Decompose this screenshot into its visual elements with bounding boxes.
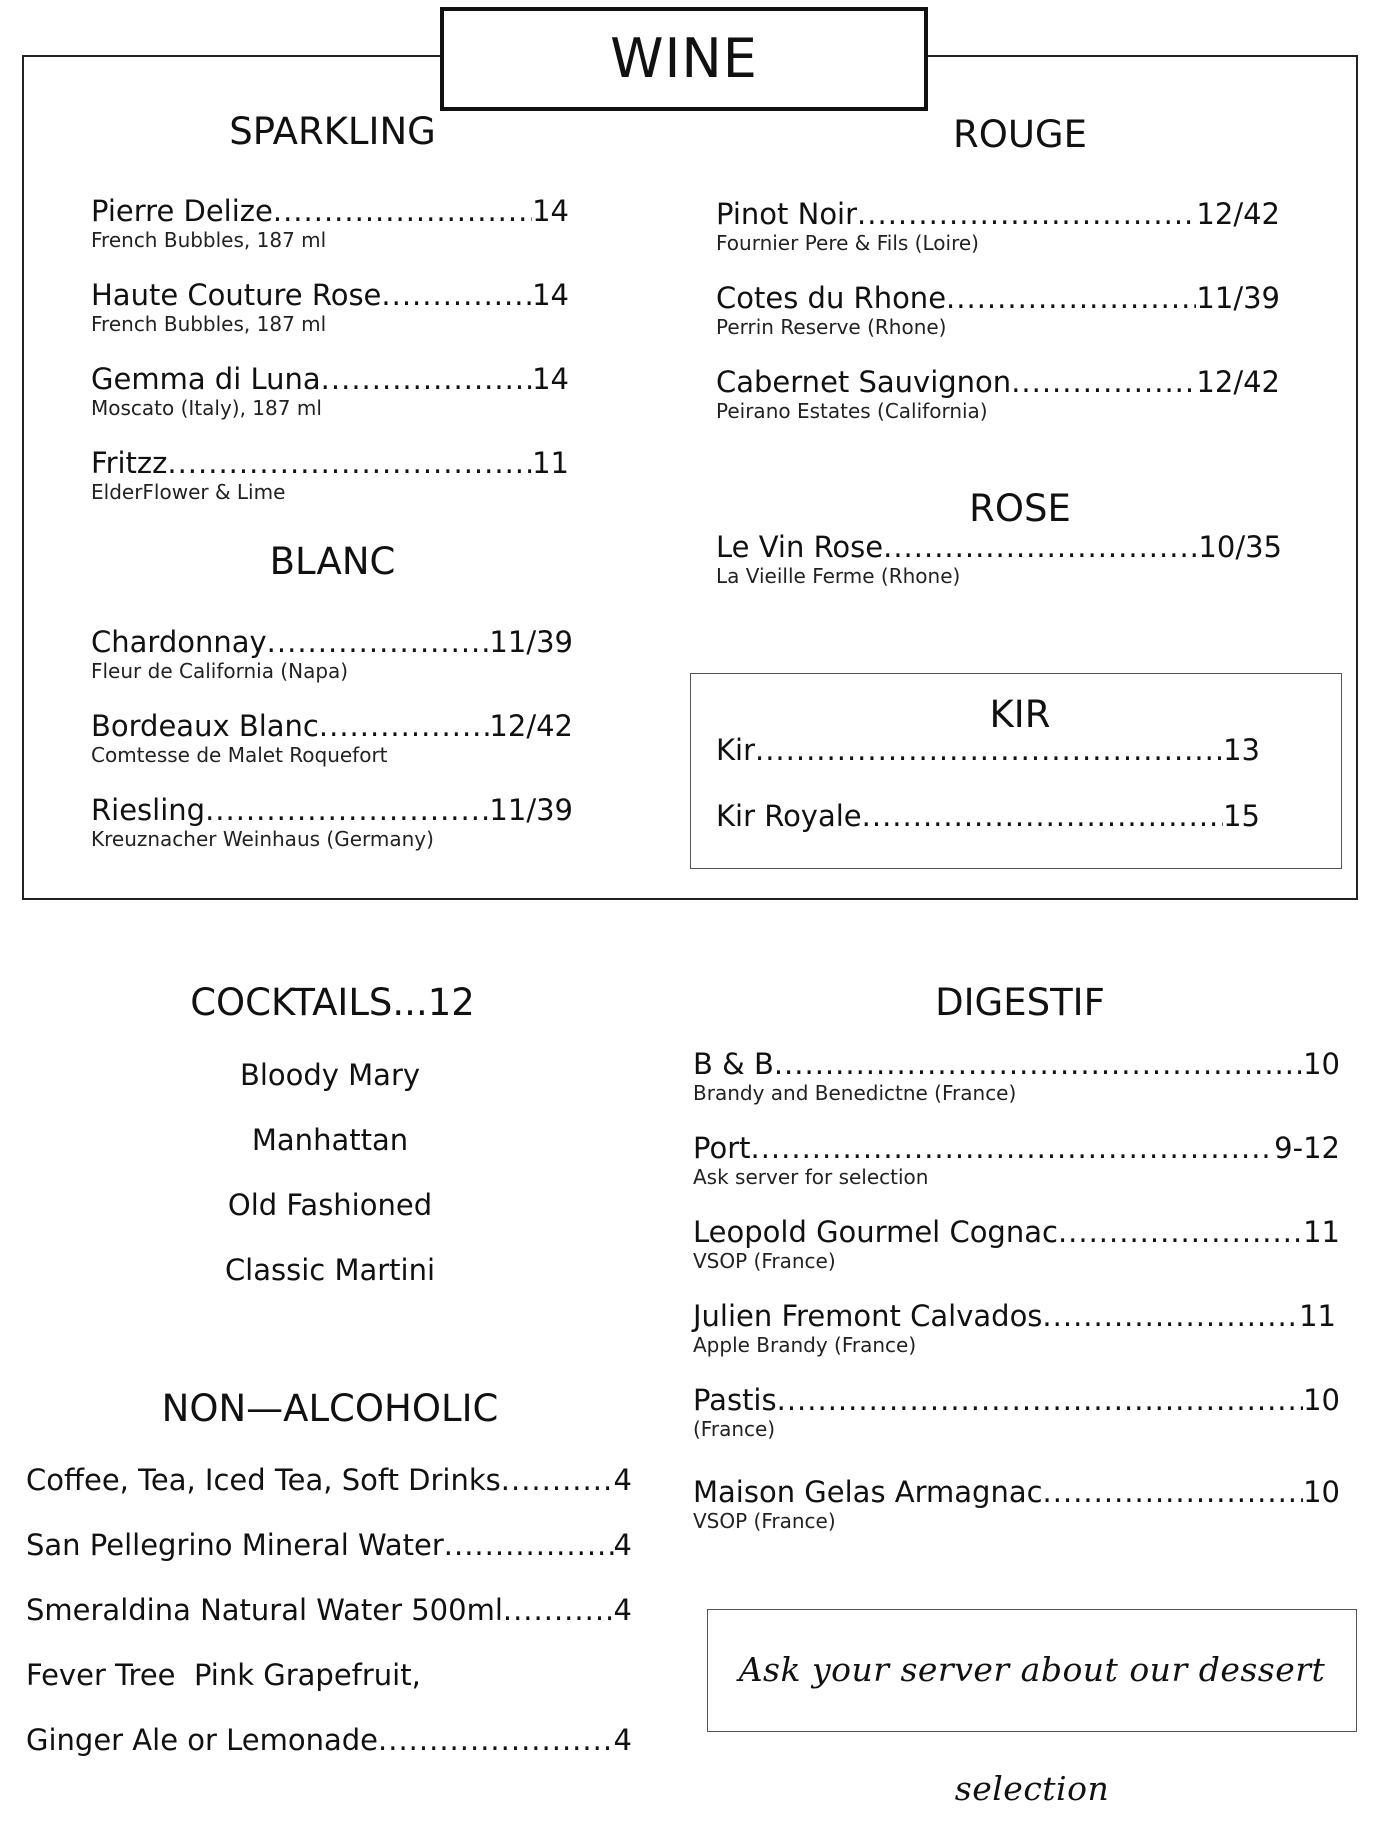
digestif-heading: DIGESTIF	[935, 981, 1105, 1024]
cocktail-item: Manhattan	[251, 1123, 409, 1157]
non-alcoholic-heading: NON—ALCOHOLIC	[161, 1387, 499, 1430]
menu-item	[91, 709, 573, 767]
kir-heading: KIR	[989, 693, 1051, 736]
menu-item	[693, 1047, 1340, 1105]
item-name: Leopold Gourmel Cognac	[693, 1215, 1058, 1249]
item-name: Pierre Delize	[91, 194, 273, 228]
blanc-heading: BLANC	[269, 540, 396, 583]
menu-item	[716, 733, 1260, 767]
item-description: Fournier Pere & Fils (Loire)	[716, 231, 979, 255]
wine-title: WINE	[440, 7, 928, 111]
item-price: 11/39	[489, 793, 573, 827]
item-name: Riesling	[91, 793, 206, 827]
menu-item	[693, 1131, 1340, 1189]
item-description: Ask server for selection	[693, 1165, 929, 1189]
item-name: Coffee, Tea, Iced Tea, Soft Drinks	[26, 1463, 501, 1497]
menu-item	[26, 1593, 632, 1627]
menu-item	[693, 1475, 1340, 1533]
item-description: VSOP (France)	[693, 1509, 836, 1533]
menu-item	[26, 1528, 632, 1562]
item-price: 11	[1303, 1215, 1340, 1249]
menu-item	[716, 281, 1280, 339]
sparkling-heading: SPARKLING	[229, 110, 436, 153]
item-name: Port	[693, 1131, 751, 1165]
item-name: Chardonnay	[91, 625, 267, 659]
dessert-note-box	[707, 1609, 1357, 1808]
cocktail-item: Old Fashioned	[227, 1188, 433, 1222]
item-price: 14	[532, 362, 569, 396]
cocktail-item: Bloody Mary	[239, 1058, 421, 1092]
item-description: Comtesse de Malet Roquefort	[91, 743, 388, 767]
menu-item	[716, 365, 1280, 423]
item-price: 4	[613, 1593, 632, 1627]
item-price: 14	[532, 278, 569, 312]
menu-item	[716, 530, 1282, 588]
item-name: Pinot Noir	[716, 197, 858, 231]
item-description: Peirano Estates (California)	[716, 399, 988, 423]
item-name: Gemma di Luna	[91, 362, 321, 396]
menu-item	[693, 1299, 1336, 1357]
menu-item	[91, 194, 569, 252]
item-name: B & B	[693, 1047, 774, 1081]
item-price: 11/39	[489, 625, 573, 659]
item-price: 11/39	[1196, 281, 1280, 315]
rouge-heading: ROUGE	[953, 113, 1087, 156]
menu-item	[693, 1383, 1340, 1441]
item-price: 4	[613, 1463, 632, 1497]
item-price: 4	[613, 1528, 632, 1562]
cocktail-item: Classic Martini	[224, 1253, 436, 1287]
item-name: Kir Royale	[716, 799, 862, 833]
dessert-note: Ask your server about our dessert selection	[738, 1650, 1326, 1808]
item-description: Kreuznacher Weinhaus (Germany)	[91, 827, 434, 851]
item-name: Ginger Ale or Lemonade	[26, 1723, 379, 1757]
item-price: 12/42	[489, 709, 573, 743]
item-price: 13	[1223, 733, 1260, 767]
item-description: (France)	[693, 1417, 776, 1441]
rose-heading: ROSE	[969, 487, 1071, 530]
item-name: Haute Couture Rose	[91, 278, 382, 312]
item-price: 10	[1303, 1475, 1340, 1509]
item-price: 10	[1303, 1383, 1340, 1417]
item-name: Cotes du Rhone	[716, 281, 947, 315]
item-description: Brandy and Benedictne (France)	[693, 1081, 1017, 1105]
item-price: 12/42	[1196, 197, 1280, 231]
item-price: 9-12	[1274, 1131, 1340, 1165]
item-name: Le Vin Rose	[716, 530, 884, 564]
item-description: Fleur de California (Napa)	[91, 659, 349, 683]
item-name: Smeraldina Natural Water 500ml	[26, 1593, 503, 1627]
menu-item	[91, 278, 569, 336]
item-description: Apple Brandy (France)	[693, 1333, 917, 1357]
item-price: 14	[532, 194, 569, 228]
item-description: La Vieille Ferme (Rhone)	[716, 564, 961, 588]
menu-item	[91, 625, 573, 683]
cocktails-heading: COCKTAILS...12	[190, 981, 475, 1024]
menu-item	[26, 1658, 632, 1692]
item-name: San Pellegrino Mineral Water	[26, 1528, 444, 1562]
item-price: 4	[613, 1723, 632, 1757]
item-price: 12/42	[1196, 365, 1280, 399]
menu-item	[716, 197, 1280, 255]
item-price: 15	[1223, 799, 1260, 833]
item-description: VSOP (France)	[693, 1249, 836, 1273]
item-name: Fever Tree Pink Grapefruit,	[26, 1658, 421, 1692]
menu-item	[693, 1215, 1340, 1273]
item-price: 11	[1299, 1299, 1336, 1333]
item-description: French Bubbles, 187 ml	[91, 312, 327, 336]
item-description: Perrin Reserve (Rhone)	[716, 315, 947, 339]
item-name: Kir	[716, 733, 755, 767]
item-description: ElderFlower & Lime	[91, 480, 286, 504]
item-name: Julien Fremont Calvados	[693, 1299, 1043, 1333]
item-price: 10	[1303, 1047, 1340, 1081]
item-name: Fritzz	[91, 446, 168, 480]
menu-item	[91, 446, 569, 504]
item-name: Bordeaux Blanc	[91, 709, 319, 743]
menu-item	[26, 1723, 632, 1757]
item-price: 10/35	[1198, 530, 1282, 564]
menu-item	[716, 799, 1260, 833]
item-description: Moscato (Italy), 187 ml	[91, 396, 322, 420]
item-price: 11	[532, 446, 569, 480]
item-description: French Bubbles, 187 ml	[91, 228, 327, 252]
item-name: Cabernet Sauvignon	[716, 365, 1012, 399]
item-name: Pastis	[693, 1383, 777, 1417]
menu-item	[91, 362, 569, 420]
item-name: Maison Gelas Armagnac	[693, 1475, 1043, 1509]
menu-item	[26, 1463, 632, 1497]
menu-item	[91, 793, 573, 851]
